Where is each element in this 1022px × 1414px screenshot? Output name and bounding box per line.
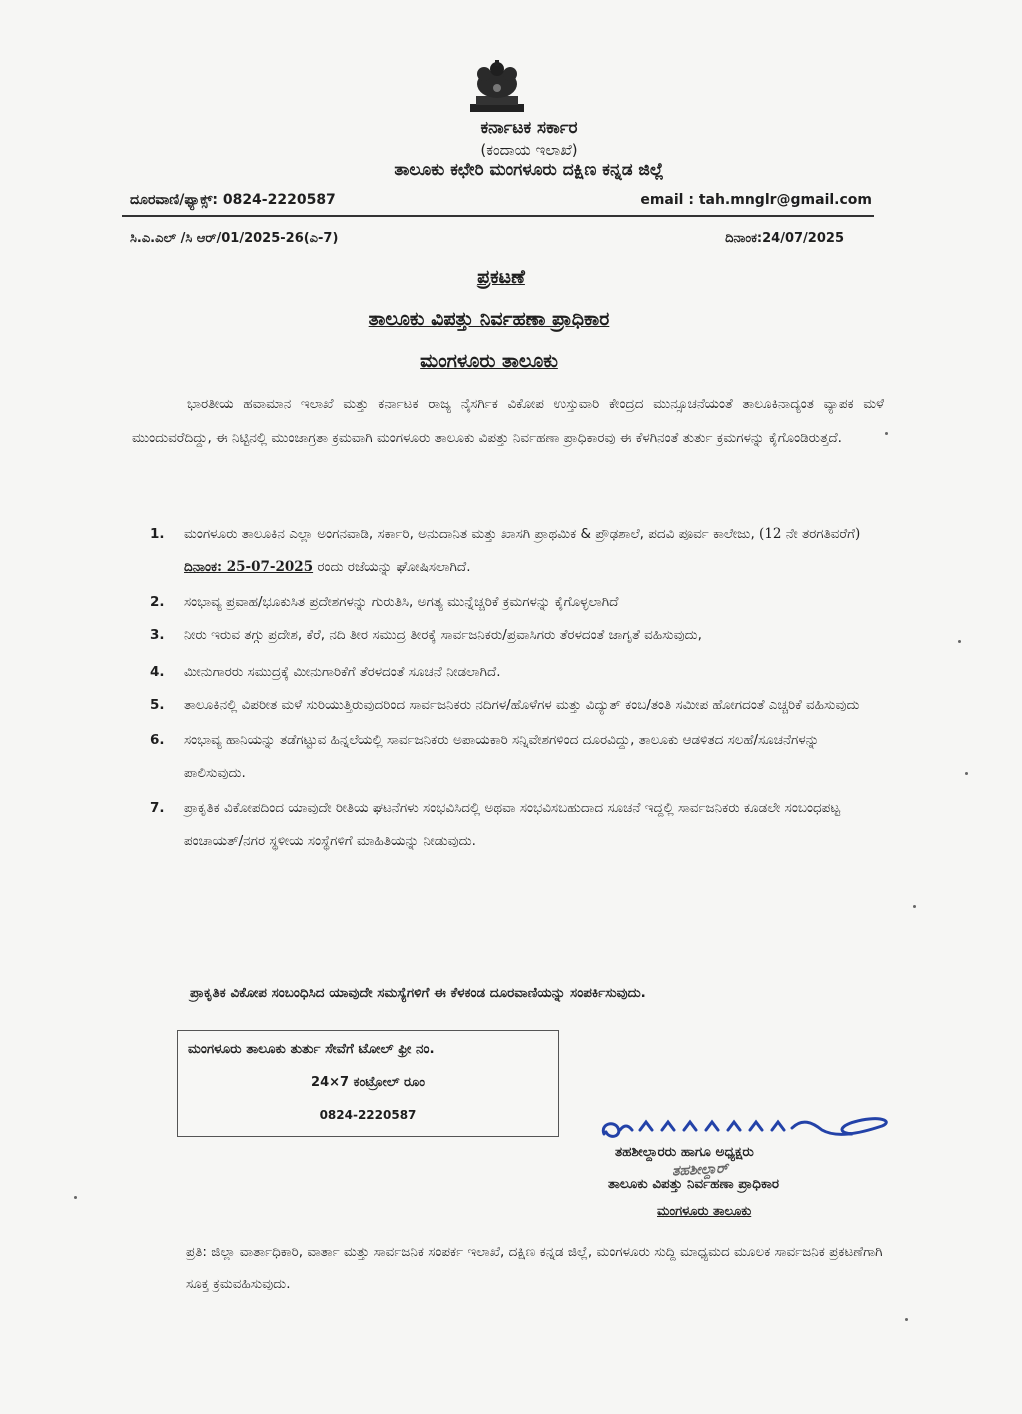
- item-text: ಪ್ರಾಕೃತಿಕ ವಿಕೋಪದಿಂದ ಯಾವುದೇ ರೀತಿಯ ಘಟನೆಗಳು ಸಂಭವಿಸಿದಲ್ಲಿ ಅಥವಾ ಸಂಭವಿಸಬಹುದಾದ ಸೂಚನೆ ಇದ್ದಲ್ಲಿ ಸಾರ್ವಜನಿಕರು ಕೂಡಲೇ ಸಂಬಂಧಪಟ್ಟ ಪಂಚಾಯತ್/ನಗರ ಸ್ಥಳೀಯ ಸಂಸ್ಥೆಗಳಿಗೆ ಮಾಹಿತಿಯನ್ನು ನೀಡುವುದು.: [184, 800, 841, 849]
- signature-scribble: [596, 1106, 896, 1146]
- list-item: [150, 724, 870, 790]
- item-number: 4.: [150, 664, 165, 680]
- header-divider: [122, 215, 874, 217]
- item-number: 2.: [150, 594, 165, 610]
- list-item: [150, 656, 870, 689]
- helpline-box: [177, 1030, 559, 1137]
- item-text: ಮಂಗಳೂರು ತಾಲೂಕಿನ ಎಲ್ಲಾ ಅಂಗನವಾಡಿ, ಸರ್ಕಾರಿ, ಅನುದಾನಿತ ಮತ್ತು ಖಾಸಗಿ ಪ್ರಾಥಮಿಕ & ಪ್ರೌಢಶಾಲೆ, ಪದವಿ ಪೂರ್ವ ಕಾಲೇಜು,: [184, 526, 760, 542]
- list-item: [150, 518, 870, 586]
- scan-speck: [905, 1318, 908, 1321]
- list-item: [150, 619, 870, 652]
- scan-speck: [965, 772, 968, 775]
- office-name: ತಾಲೂಕು ಕಛೇರಿ ಮಂಗಳೂರು ದಕ್ಷಿಣ ಕನ್ನಡ ಜಿಲ್ಲೆ: [394, 160, 664, 180]
- list-item: [150, 792, 870, 858]
- intro-paragraph: ಭಾರತೀಯ ಹವಾಮಾನ ಇಲಾಖೆ ಮತ್ತು ಕರ್ನಾಟಕ ರಾಜ್ಯ ನೈಸರ್ಗಿಕ ವಿಕೋಪ ಉಸ್ತುವಾರಿ ಕೇಂದ್ರದ ಮುನ್ಸೂಚನೆಯಂತೆ ತಾಲೂಕಿನಾದ್ಯಂತ ವ್ಯಾಪಕ ಮಳೆ ಮುಂದುವರೆದಿದ್ದು, ಈ ನಿಟ್ಟಿನಲ್ಲಿ ಮುಂಜಾಗ್ರತಾ ಕ್ರಮವಾಗಿ ಮಂಗಳೂರು ತಾಲೂಕು ವಿಪತ್ತು ನಿರ್ವಹಣಾ ಪ್ರಾಧಿಕಾರವು ಈ ಕೆಳಗಿನಂತೆ ತುರ್ತು ಕ್ರಮಗಳನ್ನು ಕೈಗೊಂಡಿರುತ್ತದೆ.: [132, 396, 884, 446]
- taluk-title: ಮಂಗಳೂರು ತಾಲೂಕು: [420, 350, 558, 372]
- government-name: ಕರ್ನಾಟಕ ಸರ್ಕಾರ: [480, 118, 578, 138]
- item-text: ತಾಲೂಕಿನಲ್ಲಿ ವಿಪರೀತ ಮಳೆ ಸುರಿಯುತ್ತಿರುವುದರಿಂದ ಸಾರ್ವಜನಿಕರು ನದಿಗಳ/ಹೊಳೆಗಳ ಮತ್ತು ವಿದ್ಯುತ್ ಕಂಬ/ತಂತಿ ಸಮೀಪ ಹೋಗದಂತೆ ಎಚ್ಚರಿಕೆ ವಹಿಸುವುದು: [184, 697, 860, 713]
- helpline-title: ಮಂಗಳೂರು ತಾಲೂಕು ತುರ್ತು ಸೇವೆಗೆ ಟೋಲ್ ಫ್ರೀ ನಂ.: [188, 1041, 435, 1057]
- scan-speck: [885, 432, 888, 435]
- item-text-end: ರಂದು ರಜೆಯನ್ನು ಘೋಷಿಸಲಾಗಿದೆ.: [313, 559, 471, 575]
- helpline-number: 0824-2220587: [319, 1108, 417, 1122]
- scan-speck: [74, 1196, 77, 1199]
- item-text: ಮೀನುಗಾರರು ಸಮುದ್ರಕ್ಕೆ ಮೀನುಗಾರಿಕೆಗೆ ತೆರಳದಂತೆ ಸೂಚನೆ ನೀಡಲಾಗಿದೆ.: [184, 664, 501, 680]
- scan-speck: [958, 640, 961, 643]
- item-number: 1.: [150, 526, 165, 542]
- notice-date: ದಿನಾಂಕ:24/07/2025: [725, 231, 844, 246]
- copy-to-paragraph: ಪ್ರತಿ: ಜಿಲ್ಲಾ ವಾರ್ತಾಧಿಕಾರಿ, ವಾರ್ತಾ ಮತ್ತು ಸಾರ್ವಜನಿಕ ಸಂಪರ್ಕ ಇಲಾಖೆ, ದಕ್ಷಿಣ ಕನ್ನಡ ಜಿಲ್ಲೆ, ಮಂಗಳೂರು ಸುದ್ದಿ ಮಾಧ್ಯಮದ ಮೂಲಕ ಸಾರ್ವಜನಿಕ ಪ್ರಕಟಣೆಗಾಗಿ ಸೂಕ್ತ ಕ್ರಮವಹಿಸುವುದು.: [186, 1244, 883, 1292]
- email-address: email : tah.mnglr@gmail.com: [640, 192, 872, 208]
- notice-title: ಪ್ರಕಟಣೆ: [477, 266, 525, 288]
- item-number: 3.: [150, 627, 165, 643]
- scan-speck: [913, 905, 916, 908]
- control-room-label: 24×7 ಕಂಟ್ರೋಲ್ ರೂಂ: [311, 1075, 425, 1090]
- item-number: 7.: [150, 800, 165, 816]
- item-number: 6.: [150, 732, 165, 748]
- holiday-date: ದಿನಾಂಕ: 25-07-2025: [184, 559, 314, 575]
- authority-title: ತಾಲೂಕು ವಿಪತ್ತು ನಿರ್ವಹಣಾ ಪ್ರಾಧಿಕಾರ: [368, 308, 610, 330]
- signatory-designation: ತಹಶೀಲ್ದಾರರು ಹಾಗೂ ಅಧ್ಯಕ್ಷರು: [615, 1144, 754, 1160]
- item-text: ಸಂಭಾವ್ಯ ಪ್ರವಾಹ/ಭೂಕುಸಿತ ಪ್ರದೇಶಗಳನ್ನು ಗುರುತಿಸಿ, ಅಗತ್ಯ ಮುನ್ನೆಚ್ಚರಿಕೆ ಕ್ರಮಗಳನ್ನು ಕೈಗೊಳ್ಳಲಾಗಿದೆ: [184, 594, 619, 610]
- karnataka-emblem-icon: [462, 60, 532, 116]
- list-item: [150, 586, 870, 619]
- item-text: ನೀರು ಇರುವ ತಗ್ಗು ಪ್ರದೇಶ, ಕೆರೆ, ನದಿ ತೀರ ಸಮುದ್ರ ತೀರಕ್ಕೆ ಸಾರ್ವಜನಿಕರು/ಪ್ರವಾಸಿಗರು ತೆರಳದಂತೆ ಜಾಗೃತೆ ವಹಿಸುವುದು,: [184, 627, 702, 643]
- reference-number: ಸಿ.ಎ.ಎಲ್ /ಸಿ ಆರ್/01/2025-26(ಎ-7): [130, 231, 339, 246]
- item-number: 5.: [150, 697, 165, 713]
- item-text: ಸಂಭಾವ್ಯ ಹಾನಿಯನ್ನು ತಡೆಗಟ್ಟುವ ಹಿನ್ನಲೆಯಲ್ಲಿ ಸಾರ್ವಜನಿಕರು ಅಪಾಯಕಾರಿ ಸನ್ನಿವೇಶಗಳಿಂದ ದೂರವಿದ್ದು, ತಾಲೂಕು ಆಡಳಿತದ ಸಲಹೆ/ಸೂಚನೆಗಳನ್ನು ಪಾಲಿಸುವುದು.: [184, 732, 820, 781]
- item-text-class: (12 ನೇ ತರಗತಿವರೆಗೆ): [759, 526, 861, 542]
- helpline-note: ಪ್ರಾಕೃತಿಕ ವಿಕೋಪ ಸಂಬಂಧಿಸಿದ ಯಾವುದೇ ಸಮಸ್ಯೆಗಳಿಗೆ ಈ ಕೆಳಕಂಡ ದೂರವಾಣಿಯನ್ನು ಸಂಪರ್ಕಿಸುವುದು.: [190, 985, 646, 1001]
- signatory-taluk: ಮಂಗಳೂರು ತಾಲೂಕು: [657, 1204, 752, 1219]
- official-stamp: ತಹಶೀಲ್ದಾರ್: [671, 1160, 729, 1180]
- phone-fax: ದೂರವಾಣಿ/ಫ್ಯಾಕ್ಸ್: 0824-2220587: [130, 192, 336, 208]
- list-item: [150, 689, 870, 722]
- measures-list: [150, 518, 870, 858]
- signatory-authority: ತಾಲೂಕು ವಿಪತ್ತು ನಿರ್ವಹಣಾ ಪ್ರಾಧಿಕಾರ: [608, 1176, 779, 1192]
- department-name: (ಕಂದಾಯ ಇಲಾಖೆ): [480, 141, 578, 159]
